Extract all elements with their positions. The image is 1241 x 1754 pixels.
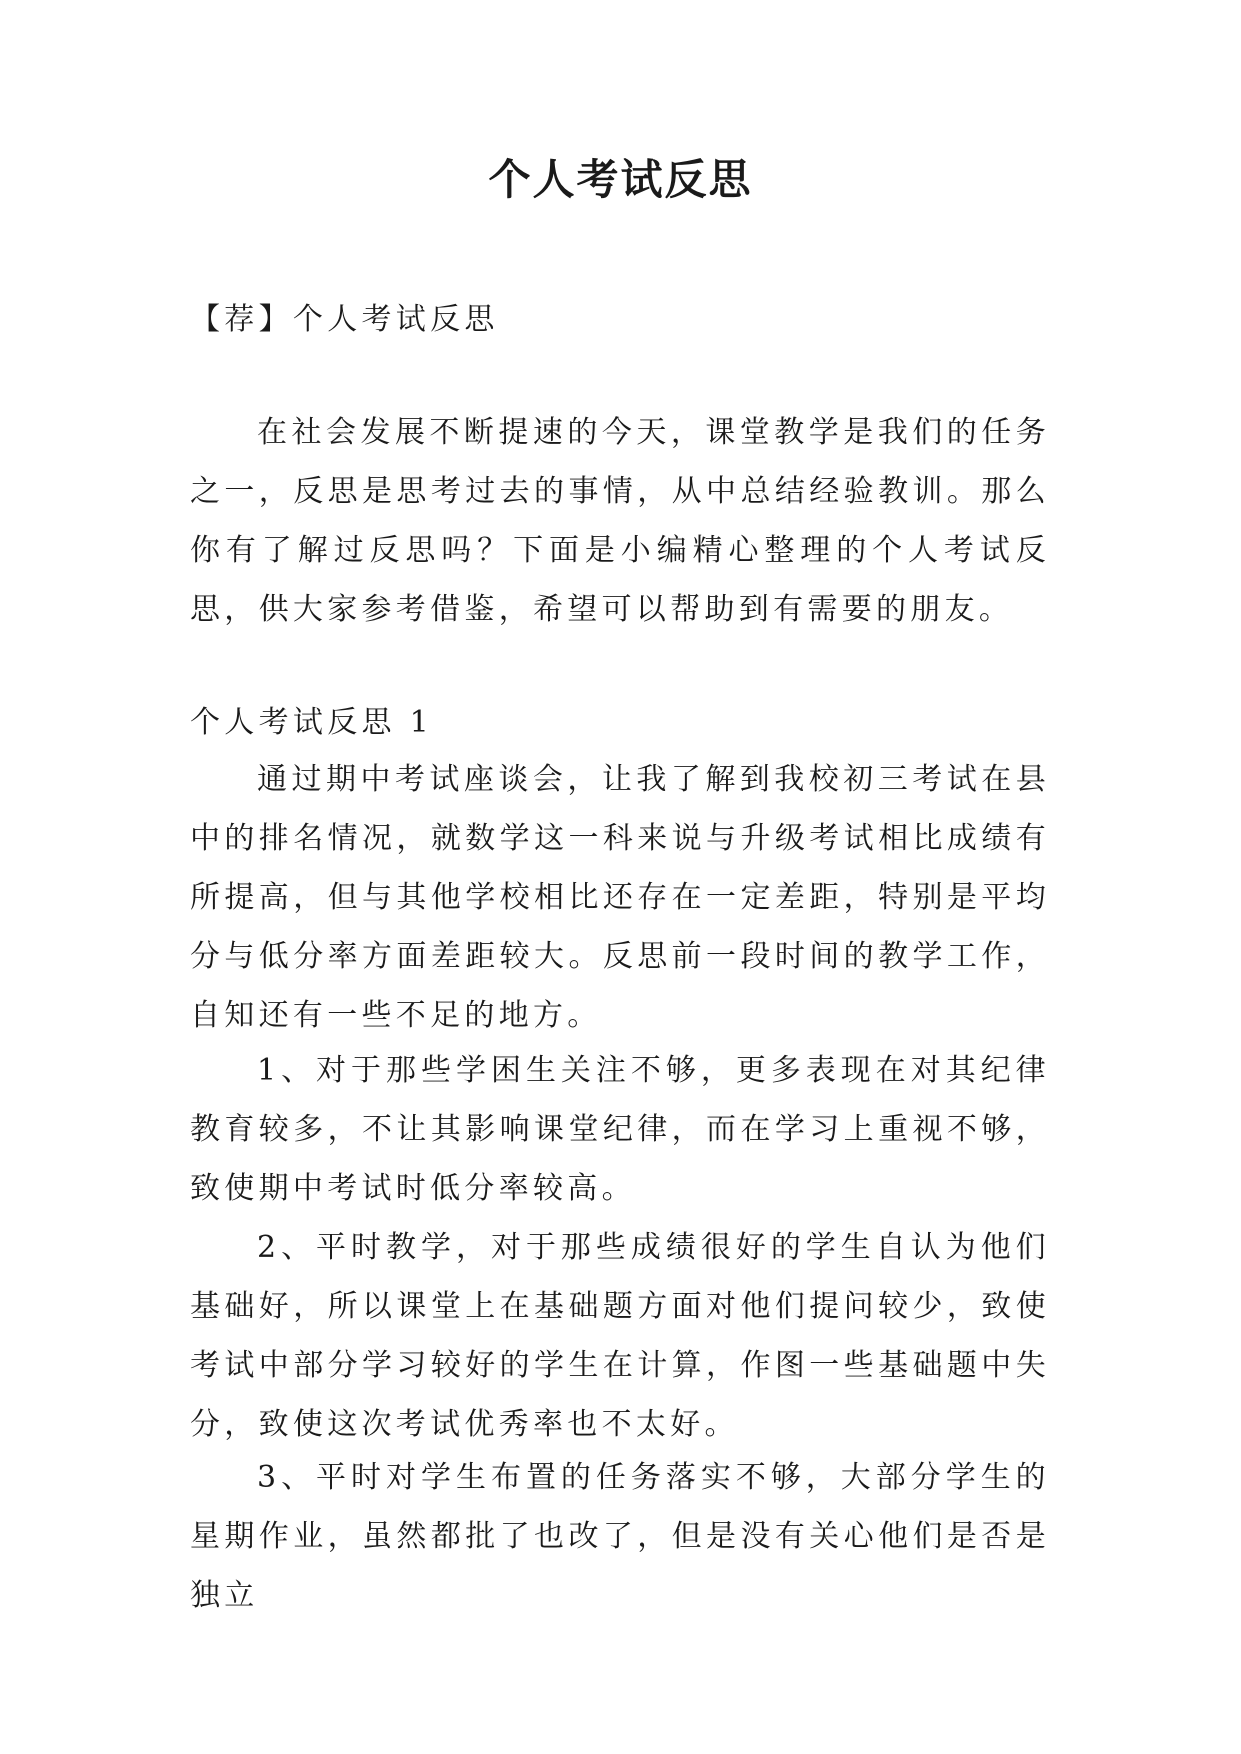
- document-title: 个人考试反思: [488, 155, 753, 204]
- body-paragraph: 1、对于那些学困生关注不够，更多表现在对其纪律教育较多，不让其影响课堂纪律，而在学习上重视不够，致使期中考试时低分率较高。: [190, 1053, 1050, 1206]
- recommend-line: 【荐】个人考试反思: [190, 302, 499, 337]
- intro-paragraph: 在社会发展不断提速的今天，课堂教学是我们的任务之一，反思是思考过去的事情，从中总结经验教训。那么你有了解过反思吗？下面是小编精心整理的个人考试反思，供大家参考借鉴，希望可以帮助到有需要的朋友。: [190, 415, 1050, 627]
- body-paragraph: 3、平时对学生布置的任务落实不够，大部分学生的星期作业，虽然都批了也改了，但是没有关心他们是否是独立: [190, 1460, 1050, 1613]
- body-paragraph: 2、平时教学，对于那些成绩很好的学生自认为他们基础好，所以课堂上在基础题方面对他们提问较少，致使考试中部分学习较好的学生在计算，作图一些基础题中失分，致使这次考试优秀率也不太好。: [190, 1230, 1050, 1442]
- section-heading: 个人考试反思 1: [190, 705, 434, 740]
- body-paragraph: 通过期中考试座谈会，让我了解到我校初三考试在县中的排名情况，就数学这一科来说与升级考试相比成绩有所提高，但与其他学校相比还存在一定差距，特别是平均分与低分率方面差距较大。反思前一段时间的教学工作，自知还有一些不足的地方。: [190, 762, 1050, 1033]
